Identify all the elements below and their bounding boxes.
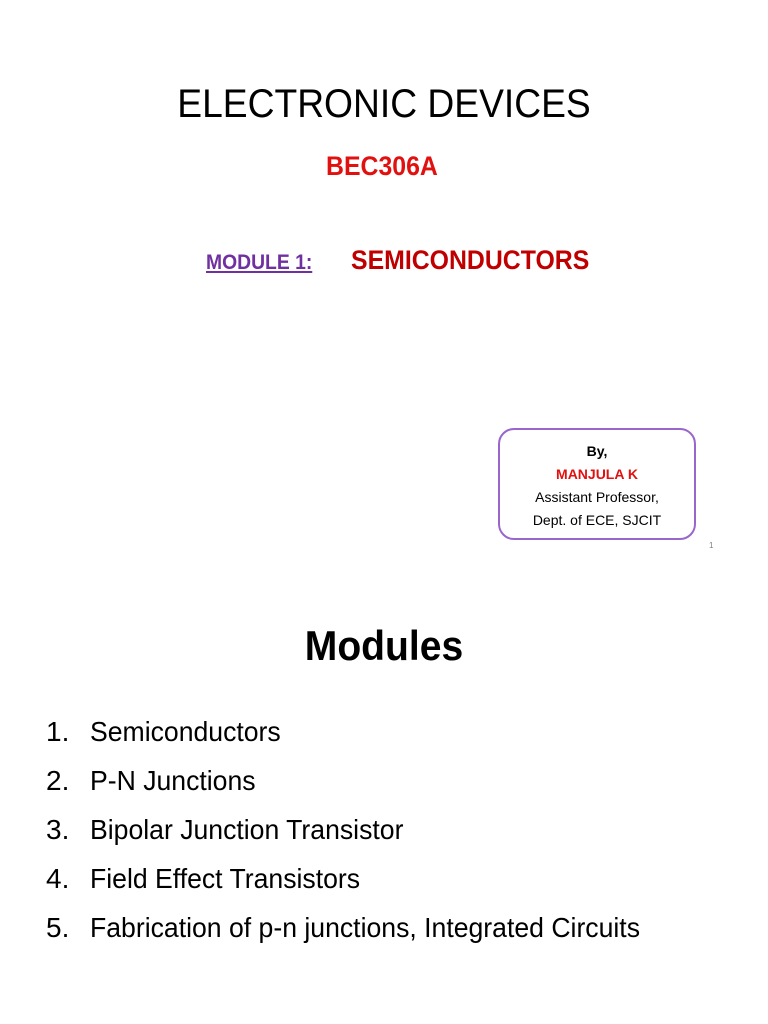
list-item-text: Field Effect Transistors (90, 863, 361, 894)
list-item-text: Bipolar Junction Transistor (90, 814, 404, 845)
course-code: BEC306A (326, 151, 438, 181)
author-role: Assistant Professor, (535, 489, 659, 505)
list-item-number: 3. (46, 814, 70, 845)
list-item (46, 810, 686, 850)
author-by: By, (586, 443, 608, 459)
page-number: 1 (709, 541, 714, 550)
list-item-number: 5. (46, 912, 70, 943)
list-item-number: 4. (46, 863, 70, 894)
author-dept: Dept. of ECE, SJCIT (532, 512, 662, 528)
list-item-number: 1. (46, 716, 70, 747)
list-item (46, 712, 686, 752)
module-label: MODULE 1: (206, 251, 313, 274)
modules-slide (0, 570, 768, 1024)
list-item-text: Semiconductors (90, 716, 281, 747)
author-name: MANJULA K (556, 466, 638, 482)
list-item (46, 908, 686, 948)
list-item-text: Fabrication of p-n junctions, Integrated Circuits (90, 912, 641, 943)
module-list (46, 712, 686, 957)
author-box (498, 428, 696, 540)
list-item (46, 761, 686, 801)
list-item (46, 859, 686, 899)
slide-title: ELECTRONIC DEVICES (177, 82, 591, 126)
modules-title: Modules (304, 622, 464, 669)
list-item-text: P-N Junctions (90, 765, 256, 796)
module-topic: SEMICONDUCTORS (351, 245, 590, 275)
list-item-number: 2. (46, 765, 70, 796)
